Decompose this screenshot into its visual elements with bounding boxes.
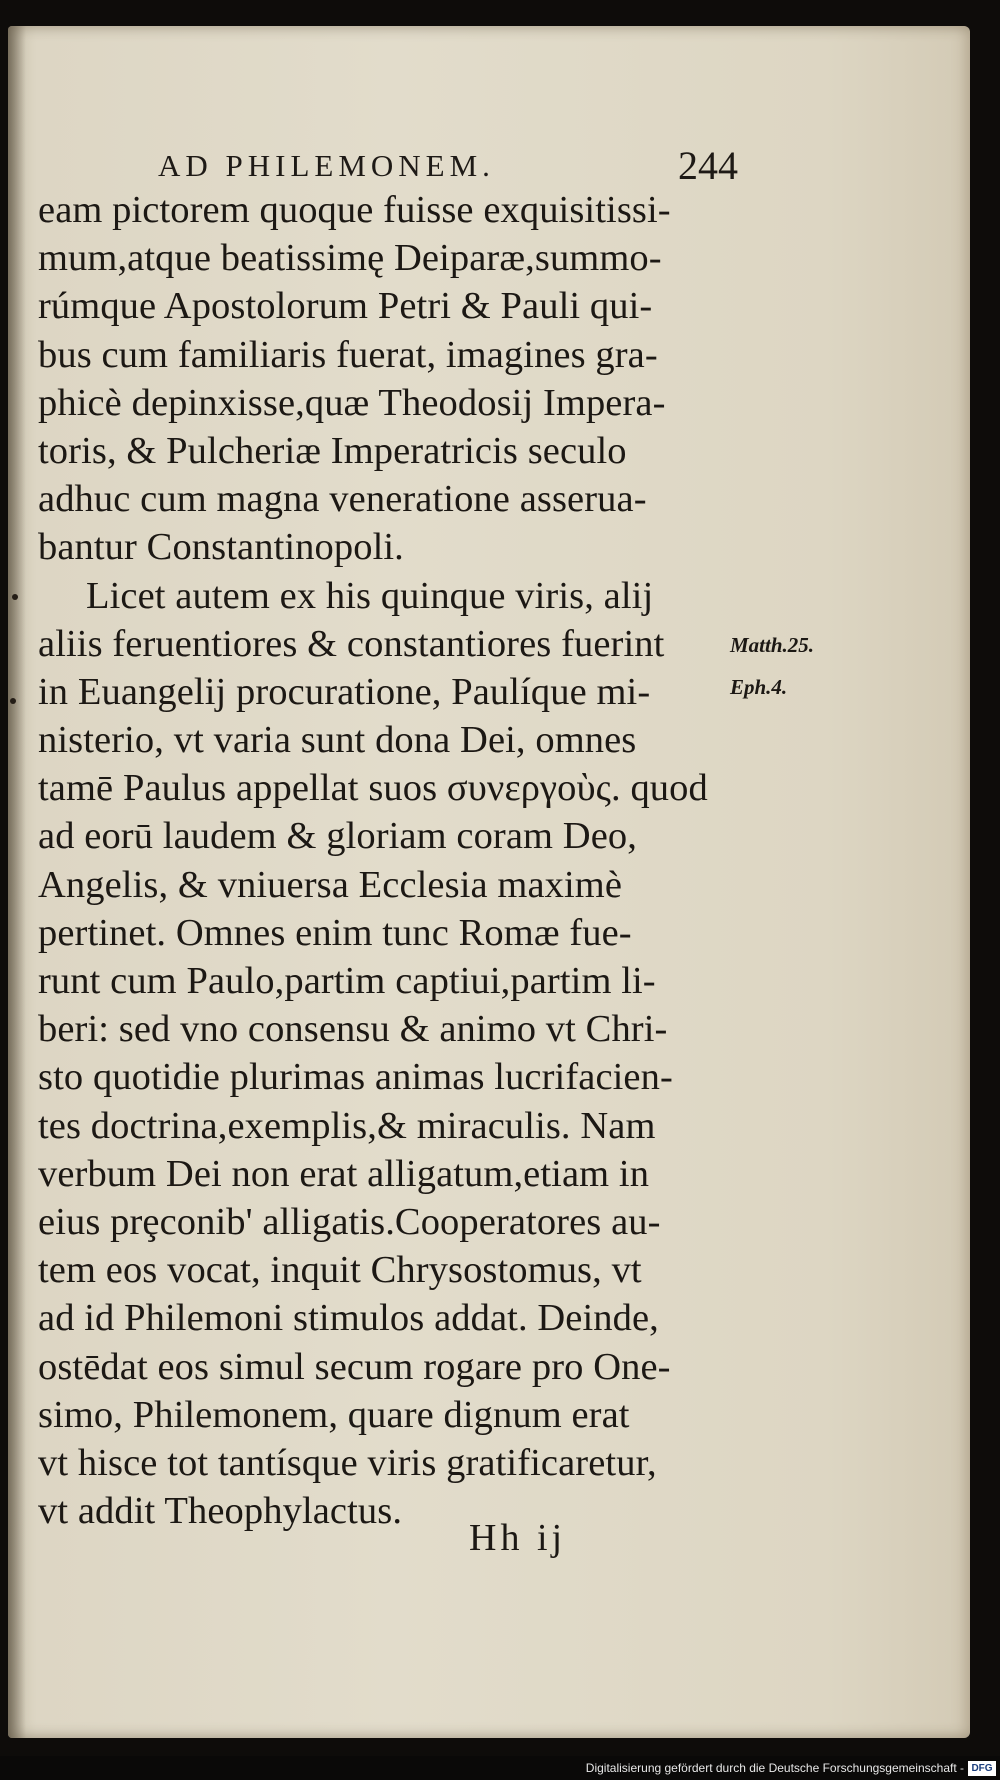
text-line: aliis feruentiores & constantiores fuerint [38, 622, 665, 665]
margin-note: Matth.25. [730, 633, 815, 657]
text-line: ostēdat eos simul secum rogare pro One- [38, 1345, 671, 1388]
page-header [158, 138, 738, 188]
text-line: adhuc cum magna veneratione asserua- [38, 478, 647, 521]
text-line: verbum Dei non erat alligatum,etiam in [38, 1152, 650, 1195]
running-head: AD PHILEMONEM. [158, 148, 495, 183]
text-line: tes doctrina,exemplis,& miraculis. Nam [38, 1104, 656, 1147]
text-line: tamē Paulus appellat suos συνεργοὺς. quod [38, 767, 708, 810]
text-line: vt addit Theophylactus. [38, 1490, 403, 1533]
ink-mark [12, 594, 18, 600]
text-line: mum,atque beatissimę Deiparæ,summo- [38, 237, 662, 280]
text-line: bus cum familiaris fuerat, imagines gra- [38, 333, 658, 376]
text-line: sto quotidie plurimas animas lucrifacien- [38, 1056, 673, 1099]
paragraph-start-line: Licet autem ex his quinque viris, alij [86, 574, 654, 617]
text-line: ad eorū laudem & gloriam coram Deo, [38, 815, 637, 858]
text-line: Angelis, & vniuersa Ecclesia maximè [38, 863, 623, 906]
margin-notes [730, 624, 814, 708]
text-line: toris, & Pulcheriæ Imperatricis seculo [38, 429, 627, 472]
footer-bar [0, 1756, 1000, 1780]
margin-note: Eph.4. [730, 675, 788, 699]
text-line: nisterio, vt varia sunt dona Dei, omnes [38, 719, 637, 762]
text-line: in Euangelij procuratione, Paulíque mi- [38, 670, 651, 713]
text-line: eam pictorem quoque fuisse exquisitissi- [38, 189, 671, 231]
text-line: phicè depinxisse,quæ Theodosij Impera- [38, 381, 666, 424]
text-line: vt hisce tot tantísque viris gratificaretur, [38, 1441, 657, 1484]
text-line: runt cum Paulo,partim captiui,partim li- [38, 960, 656, 1002]
dfg-logo: DFG [968, 1761, 996, 1776]
text-line: ad id Philemoni stimulos addat. Deinde, [38, 1297, 659, 1340]
text-line: rúmque Apostolorum Petri & Pauli qui- [38, 285, 653, 328]
digitization-credit: Digitalisierung gefördert durch die Deutsche Forschungsgemeinschaft - [585, 1761, 964, 1775]
text-line: pertinet. Omnes enim tunc Romæ fue- [38, 911, 632, 954]
body-text [38, 186, 728, 1535]
book-page [8, 26, 970, 1738]
text-line: bantur Constantinopoli. [38, 526, 404, 569]
signature-mark: Hh ij [469, 1517, 567, 1559]
text-line: eius prȩconib' alligatis.Cooperatores au- [38, 1200, 661, 1243]
text-line: simo, Philemonem, quare dignum erat [38, 1393, 630, 1436]
page-number: 244 [678, 143, 738, 188]
gutter-shadow [8, 26, 26, 1738]
text-line: tem eos vocat, inquit Chrysostomus, vt [38, 1249, 642, 1292]
ink-mark [10, 698, 16, 704]
text-line: beri: sed vno consensu & animo vt Chri- [38, 1008, 668, 1051]
